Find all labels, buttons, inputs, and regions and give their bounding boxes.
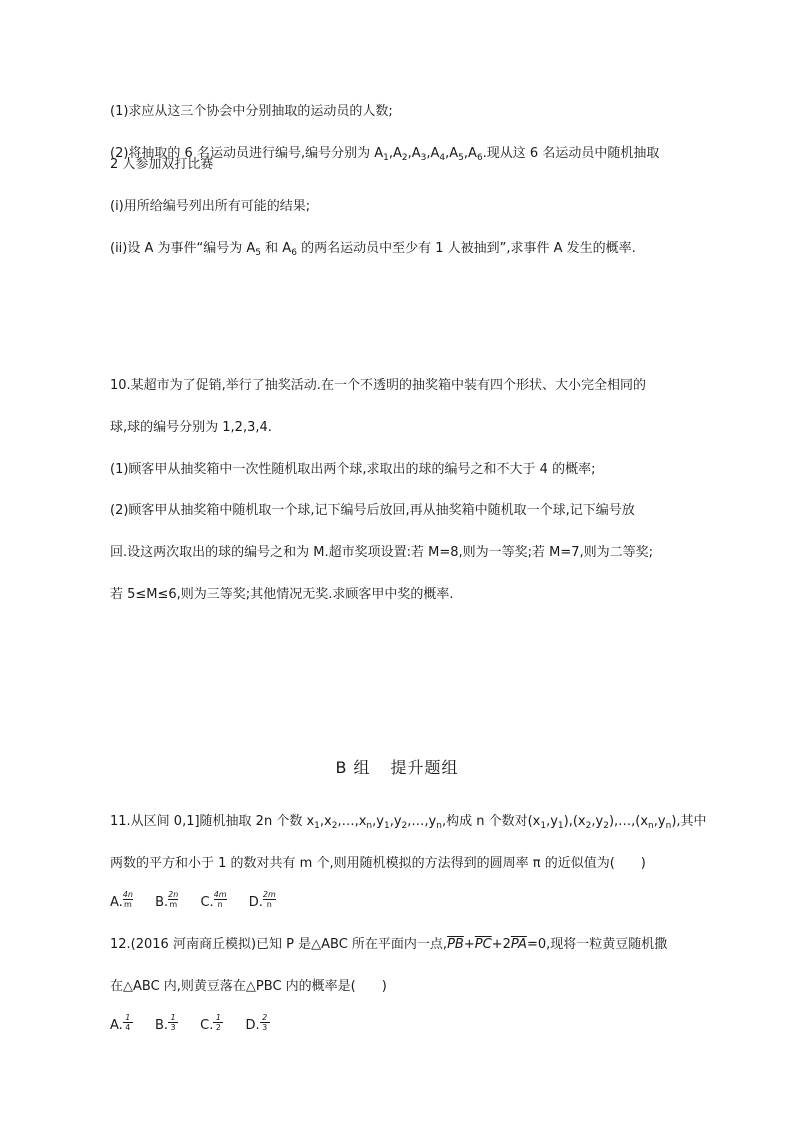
q12-options: [110, 1013, 288, 1035]
q10-line2: 球,球的编号分别为 1,2,3,4.: [110, 420, 272, 435]
q11-options: [110, 890, 294, 912]
q12-option-c[interactable]: C. $\frac{1}{2}$: [200, 1016, 223, 1035]
q9-part-i: (i)用所给编号列出所有可能的结果;: [110, 199, 311, 214]
q10-part1: (1)顾客甲从抽奖箱中一次性随机取出两个球,求取出的球的编号之和不大于 4 的概率;: [110, 462, 596, 477]
q10-line1: 10.某超市为了促销,举行了抽奖活动.在一个不透明的抽奖箱中装有四个形状、大小完全相同的: [110, 378, 646, 393]
q11-option-c[interactable]: C. $\frac{4m}{n}$: [200, 890, 227, 910]
q11-option-a[interactable]: A. $\frac{4n}{m}$: [110, 890, 133, 910]
q10-part2-line2: 回.设这两次取出的球的编号之和为 M.超市奖项设置:若 M=8,则为一等奖;若 M=7,则为二等奖;: [110, 545, 654, 560]
q11-line2: 两数的平方和小于 1 的数对共有 m 个,则用随机模拟的方法得到的圆周率 π 的近似值为( ): [110, 856, 646, 871]
q9-part2-cont: 2 人参加双打比赛: [110, 157, 214, 172]
q9-part-ii: (ii)设 A 为事件“编号为 $A_5$ 和 $A_6$ 的两名运动员中至少有 1 人被抽到”,求事件 A 发生的概率.: [110, 241, 636, 258]
q12-option-b[interactable]: B. $\frac{1}{3}$: [155, 1016, 178, 1035]
q11-option-d[interactable]: D. $\frac{2m}{n}$: [248, 890, 276, 910]
q12-line1: 12.(2016 河南商丘模拟)已知 P 是△ABC 所在平面内一点$,\overline{PB}+\overline{PC}+2\overline{PA}=0$,现将一粒黄豆随机撒: [110, 937, 668, 952]
q12-line2: 在△ABC 内,则黄豆落在△PBC 内的概率是( ): [110, 979, 387, 994]
q11-option-b[interactable]: B. $\frac{2n}{m}$: [155, 890, 179, 910]
section-name: 提升题组: [390, 758, 459, 777]
q12-option-d[interactable]: D. $\frac{2}{3}$: [246, 1016, 270, 1035]
vector-pb: $\overline{PB}$: [447, 937, 464, 952]
section-group: B 组: [335, 758, 371, 777]
q9-part1: (1)求应从这三个协会中分别抽取的运动员的人数;: [110, 104, 393, 119]
q11-line1: 11.从区间 0,1]随机抽取 2n 个数 $x_1,x_2,\dots,x_n,y_1,y_2,\dots,y_n$,构成 n 个数对$(x_1,y_1),(x_2,y_2),\dots,(x_n,y_n)$,其中: [110, 814, 707, 831]
vector-pc: $\overline{PC}$: [474, 937, 492, 952]
q10-part2-line3: 若 5≤M≤6,则为三等奖;其他情况无奖.求顾客甲中奖的概率.: [110, 587, 454, 602]
q12-option-a[interactable]: A. $\frac{1}{4}$: [110, 1016, 133, 1035]
q9-part2: (2)将抽取的 6 名运动员进行编号,编号分别为 $A_1,A_2,A_3,A_4,A_5,A_6$.现从这 6 名运动员中随机抽取: [110, 146, 660, 163]
vector-pa: $\overline{PA}$: [510, 937, 527, 952]
q10-part2-line1: (2)顾客甲从抽奖箱中随机取一个球,记下编号后放回,再从抽奖箱中随机取一个球,记下编号放: [110, 503, 635, 518]
section-heading: [0, 755, 794, 778]
